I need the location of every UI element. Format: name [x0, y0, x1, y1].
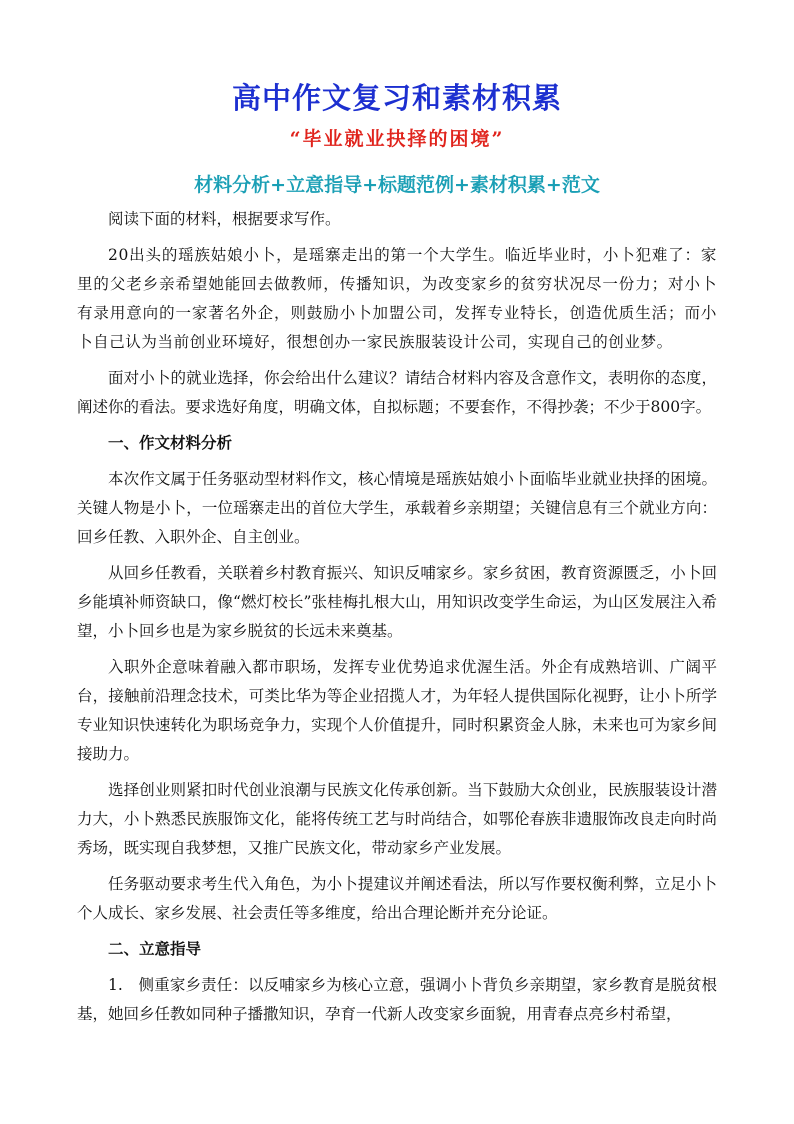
paragraph-intro: 阅读下面的材料，根据要求写作。: [108, 210, 341, 228]
paragraph-analysis-2: 从回乡任教看，关联着乡村教育振兴、知识反哺家乡。家乡贫困，教育资源匮乏，小卜回乡能填补师资缺口，像“燃灯校长”张桂梅扎根大山，用知识改变学生命运，为山区发展注入希望，小卜回乡也是为家乡脱贫的长远未来奠基。: [77, 564, 717, 640]
heading-guidance: 二、立意指导: [108, 940, 202, 958]
paragraph-material: 20出头的瑶族姑娘小卜，是瑶寨走出的第一个大学生。临近毕业时，小卜犯难了：家里的父老乡亲希望她能回去做教师，传播知识，为改变家乡的贫穷状况尽一份力；对小卜有录用意向的一家著名外企，则鼓励小卜加盟公司，发挥专业特长，创造优质生活；而小卜自己认为当前创业环境好，很想创办一家民族服装设计公司，实现自己的创业梦。: [77, 246, 717, 351]
heading-analysis: 一、作文材料分析: [108, 434, 233, 452]
paragraph-guidance-1: 1. 侧重家乡责任：以反哺家乡为核心立意，强调小卜背负乡亲期望，家乡教育是脱贫根基，她回乡任教如同种子播撒知识，孕育一代新人改变家乡面貌，用青春点亮乡村希望，: [77, 976, 717, 1023]
document-body: [77, 205, 717, 1036]
document-subtitle: “毕业就业抉择的困境”: [289, 128, 505, 150]
paragraph-analysis-3: 入职外企意味着融入都市职场，发挥专业优势追求优渥生活。外企有成熟培训、广阔平台，接触前沿理念技术，可类比华为等企业招揽人才，为年轻人提供国际化视野，让小卜所学专业知识快速转化为职场竞争力，实现个人价值提升，同时积累资金人脉，未来也可为家乡间接助力。: [77, 658, 717, 763]
paragraph-requirement: 面对小卜的就业选择，你会给出什么建议？请结合材料内容及含意作文，表明你的态度，阐述你的看法。要求选好角度，明确文体，自拟标题；不要套作，不得抄袭；不少于800字。: [77, 369, 717, 416]
section-overview: 材料分析+立意指导+标题范例+素材积累+范文: [194, 174, 600, 196]
paragraph-analysis-1: 本次作文属于任务驱动型材料作文，核心情境是瑶族姑娘小卜面临毕业就业抉择的困境。关键人物是小卜，一位瑶寨走出的首位大学生，承载着乡亲期望；关键信息有三个就业方向：回乡任教、入职外企、自主创业。: [77, 470, 717, 546]
document-title: 高中作文复习和素材积累: [231, 81, 562, 115]
paragraph-analysis-4: 选择创业则紧扣时代创业浪潮与民族文化传承创新。当下鼓励大众创业，民族服装设计潜力大，小卜熟悉民族服饰文化，能将传统工艺与时尚结合，如鄂伦春族非遗服饰改良走向时尚秀场，既实现自我梦想，又推广民族文化，带动家乡产业发展。: [77, 781, 717, 857]
paragraph-analysis-5: 任务驱动要求考生代入角色，为小卜提建议并阐述看法，所以写作要权衡利弊，立足小卜个人成长、家乡发展、社会责任等多维度，给出合理论断并充分论证。: [77, 875, 717, 922]
